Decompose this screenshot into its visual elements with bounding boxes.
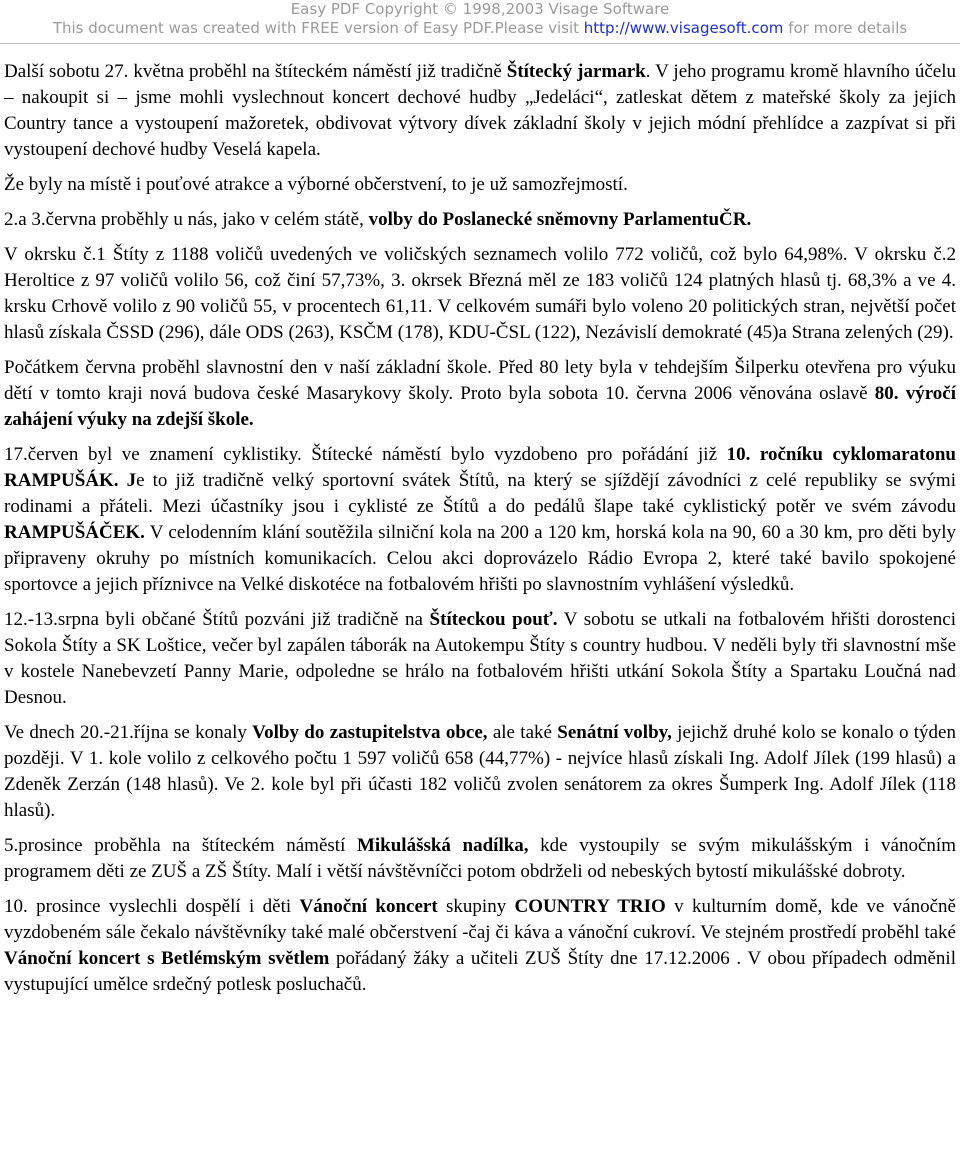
banner-notice: [0, 19, 960, 38]
paragraph-pout: [4, 607, 956, 711]
text-run: 17.červen byl ve znamení cyklistiky. Štítecké náměstí bylo vyzdobeno pro pořádání již: [4, 444, 727, 465]
paragraph-volby-poslanecka: [4, 207, 956, 233]
paragraph-vanocni-koncert: [4, 894, 956, 998]
text-run: 12.-13.srpna byli občané Štítů pozváni již tradičně na: [4, 609, 430, 630]
text-run: . V jeho programu kromě hlavního účelu – nakoupit si – jsme mohli vyslechnout koncert dechové hudby „Jedeláci“, zatleskat dětem z mateřské školy za jejich Country tance a vystoupení mažoretek, obdivovat výtvory dívek základní školy v jejich módní přehlídce a zazpívat si při vystoupení dechové hudby Veselá kapela.: [4, 61, 956, 160]
text-run: e to již tradičně velký sportovní svátek Štítů, na který se sjíždějí závodníci z celé republiky se svými rodinami a přáteli. Mezi účastníky jsou i cyklisté ze Štítů a do pedálů šlape také cyklistický potěr ve svém závodu: [4, 470, 956, 517]
bold-run: RAMPUŠÁČEK.: [4, 522, 145, 543]
bold-run: Vánoční koncert: [299, 896, 438, 917]
bold-run: Volby do zastupitelstva obce,: [252, 722, 488, 743]
bold-run: 10. ročníku cyklomaratonu RAMPUŠÁK. J: [4, 444, 956, 491]
paragraph-atrakce: Že byly na místě i pouťové atrakce a výborné občerstvení, to je už samozřejmostí.: [4, 174, 628, 195]
document-body: [4, 59, 956, 998]
paragraph-volby-obec-senat: [4, 720, 956, 824]
text-run: V celodenním klání soutěžila silniční kola na 200 a 120 km, horská kola na 90, 60 a 30 km, pro děti byly připraveny okruhy po místních komunikacích. Celou akci doprovázelo Rádio Evropa 2, které také bavilo spokojené sportovce a jejich příznivce na Velké diskotéce na fotbalovém hřišti po slavnostním vyhlášení výsledků.: [4, 522, 956, 595]
text-run: Počátkem června proběhl slavnostní den v naší základní škole. Před 80 lety byla v tehdejším Šilperku otevřena pro výuku dětí v tomto kraji nová budova české Masarykovy školy. Proto byla sobota 10. června 2006 věnována oslavě: [4, 357, 956, 404]
bold-run: Mikulášská nadílka,: [356, 835, 529, 856]
bold-run: volby do Poslanecké sněmovny ParlamentuČR.: [368, 209, 752, 230]
paragraph-mikulas: [4, 833, 956, 885]
bold-run: COUNTRY TRIO: [514, 896, 666, 917]
text-run: 10. prosince vyslechli dospělí i děti: [4, 896, 300, 917]
banner-notice-prefix: This document was created with FREE version of Easy PDF.Please visit: [52, 19, 584, 37]
bold-run: Vánoční koncert s Betlémským světlem: [4, 948, 330, 969]
text-run: 2.a 3.června proběhly u nás, jako v celém státě,: [4, 209, 369, 230]
text-run: kde vystoupily se svým mikulášským i vánočním programem děti ze ZUŠ a ZŠ Štíty. Malí i větší návštěvníčci potom obdrželi od nebeských bytostí mikulášské dobroty.: [4, 835, 956, 882]
bold-run: Senátní volby,: [557, 722, 672, 743]
text-run: v kulturním domě, kde ve vánočně vyzdobeném sále čekalo návštěvníky také malé občerstvení -čaj či káva a vánoční cukroví. Ve stejném prostředí proběhl také: [4, 896, 956, 943]
banner-divider: [0, 43, 960, 44]
text-run: jejichž druhé kolo se konalo o týden později. V 1. kole volilo z celkového počtu 1 597 voličů 658 (44,77%) - nejvíce hlasů získali Ing. Adolf Jílek (199 hlasů) a Zdeněk Zerzán (148 hlasů). Ve 2. kole byl při účasti 182 voličů zvolen senátorem za okres Šumperk Ing. Adolf Jílek (118 hlasů).: [4, 722, 956, 821]
banner-notice-suffix: for more details: [783, 19, 908, 37]
bold-run: 80. výročí zahájení výuky na zdejší škole.: [4, 383, 956, 430]
paragraph-vysledky-okrsku: V okrsku č.1 Štíty z 1188 voličů uvedených ve voličských seznamech volilo 772 voličů, což bylo 64,98%. V okrsku č.2 Heroltice z 97 voličů volilo 56, což činí 57,73%, 3. okrsek Březná měl ze 183 voličů 124 platných hlasů tj. 68,3% a ve 4. krsku Crhově volilo z 90 voličů 55, v procentech 61,11. V celkovém sumáři bylo voleno 20 politických stran, největší počet hlasů získala ČSSD (296), dále ODS (263), KSČM (178), KDU-ČSL (122), Nezávislí demokraté (45)a Strana zelených (29).: [4, 244, 956, 343]
paragraph-jarmark: [4, 59, 956, 163]
text-run: ale také: [487, 722, 558, 743]
text-run: 5.prosince proběhla na štíteckém náměstí: [4, 835, 357, 856]
text-run: skupiny: [437, 896, 515, 917]
text-run: pořádaný žáky a učiteli ZUŠ Štíty dne 17.12.2006 . V obou případech odměnil vystupující umělce srdečný potlesk posluchačů.: [4, 948, 956, 995]
pdf-watermark-banner: [0, 0, 960, 38]
text-run: Ve dnech 20.-21.října se konaly: [4, 722, 253, 743]
paragraph-vyroci-skoly: [4, 355, 956, 433]
paragraph-cyklomaraton: [4, 442, 956, 598]
banner-link[interactable]: http://www.visagesoft.com: [583, 19, 784, 37]
bold-run: Štítecký jarmark: [506, 61, 646, 82]
banner-copyright: Easy PDF Copyright © 1998,2003 Visage Software: [290, 0, 670, 18]
bold-run: Štíteckou pouť.: [429, 609, 558, 630]
text-run: V sobotu se utkali na fotbalovém hřišti dorostenci Sokola Štíty a SK Loštice, večer byl zapálen táborák na Autokempu Štíty s country hudbou. V neděli byly tři slavnostní mše v kostele Nanebevzetí Panny Marie, odpoledne se hrálo na fotbalovém hřišti utkání Sokola Štíty a Spartaku Loučná nad Desnou.: [4, 609, 956, 708]
text-run: Další sobotu 27. května proběhl na štíteckém náměstí již tradičně: [4, 61, 507, 82]
